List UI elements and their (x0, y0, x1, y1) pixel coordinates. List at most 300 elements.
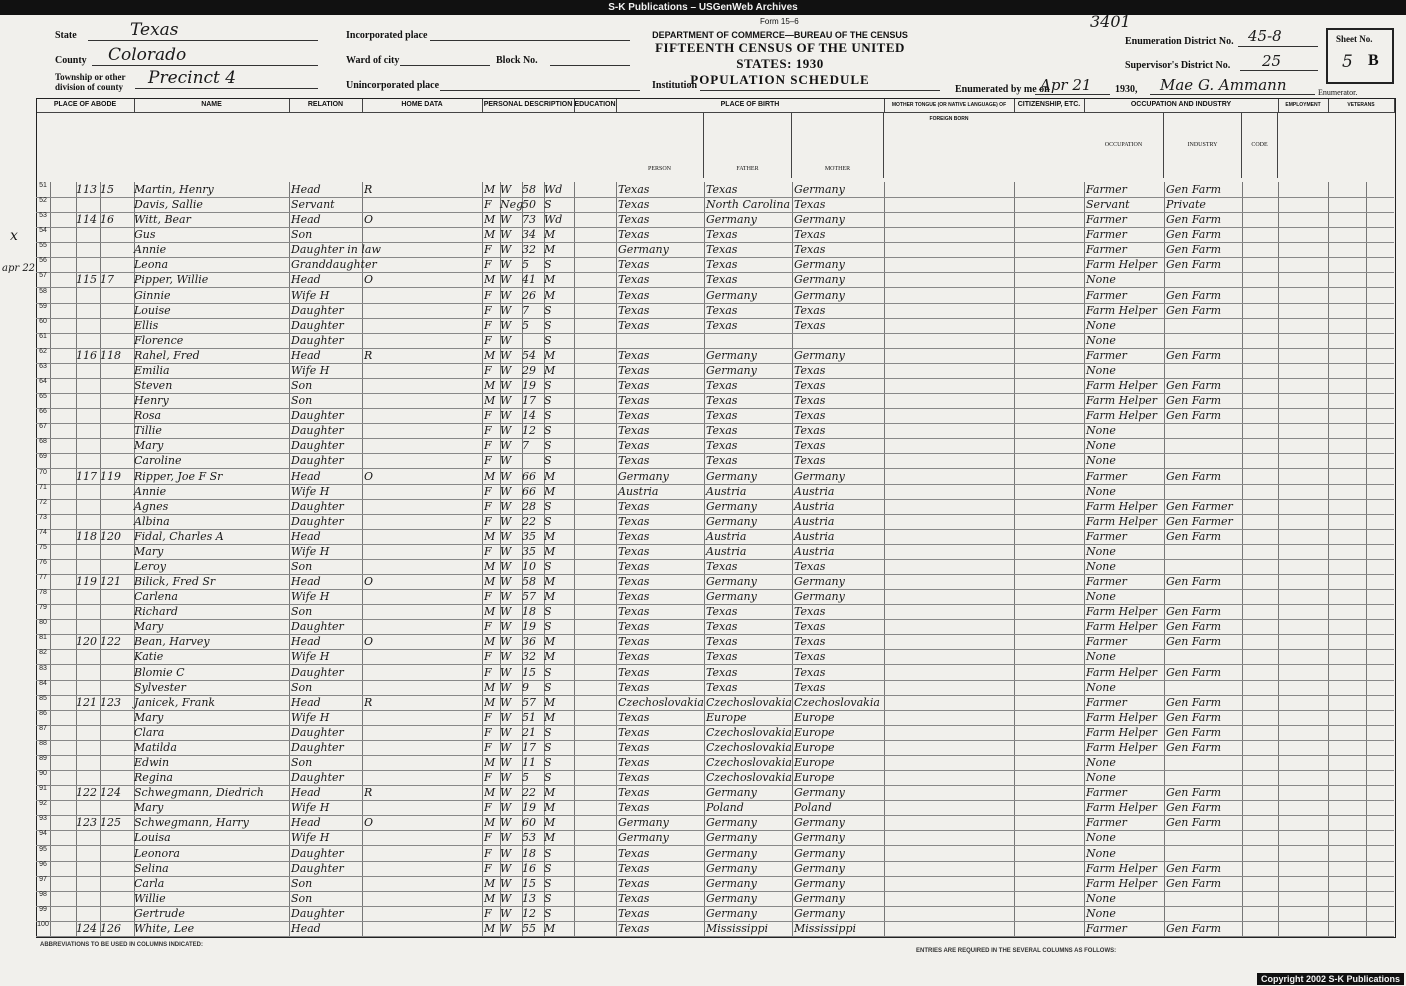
cell-fam: 126 (100, 921, 121, 935)
cell-name: White, Lee (134, 921, 195, 935)
cell-pob: Texas (618, 560, 650, 573)
cell-sex: F (484, 514, 492, 528)
table-row (36, 257, 1394, 273)
cell-ln: 85 (39, 694, 47, 702)
cell-fam: 121 (100, 575, 121, 589)
cell-race: W (500, 424, 512, 438)
cell-rel: Head (291, 695, 321, 709)
cell-dw: 117 (76, 469, 97, 483)
table-row (36, 770, 1394, 786)
cell-mar: M (544, 243, 556, 257)
table-row (36, 333, 1394, 349)
cell-sex: F (484, 620, 492, 634)
cell-occ: Farmer (1086, 786, 1127, 800)
cell-ind: Gen Farm (1166, 228, 1222, 242)
cell-name: Henry (134, 394, 169, 408)
group-place-of-abode: PLACE OF ABODE (36, 98, 135, 113)
cell-mar: S (544, 439, 552, 453)
cell-ind (1166, 453, 1242, 468)
cell-name: Steven (134, 379, 173, 393)
cell-fpob: Texas (706, 680, 738, 694)
table-row (36, 529, 1394, 545)
cell-rel: Servant (291, 198, 335, 212)
cell-rel: Head (291, 213, 321, 227)
cell-fam (100, 484, 132, 499)
cell-sex: M (484, 529, 496, 543)
cell-fpob: Texas (706, 605, 738, 619)
cell-age: 5 (522, 771, 529, 785)
cell-tenure (364, 514, 384, 529)
cell-mpob: Texas (794, 635, 826, 649)
cell-fpob: Germany (706, 213, 757, 227)
cell-race: W (500, 258, 512, 272)
cell-mar: M (544, 801, 556, 815)
cell-dw: 113 (76, 183, 97, 196)
table-row (36, 906, 1394, 922)
cell-dw: 121 (76, 695, 97, 709)
enumerated-label: Enumerated by me on (955, 84, 1050, 95)
cell-age: 29 (522, 363, 536, 377)
cell-race: W (500, 575, 512, 589)
title-schedule: POPULATION SCHEDULE (690, 72, 870, 87)
cell-occ: Farm Helper (1086, 258, 1158, 272)
cell-name: Richard (134, 605, 178, 619)
cell-name: Regina (134, 771, 173, 785)
cell-ind (1166, 423, 1242, 438)
cell-rel: Son (291, 605, 313, 619)
cell-sex: M (484, 786, 496, 800)
cell-tenure (364, 559, 384, 574)
table-row (36, 680, 1394, 696)
cell-race: W (500, 409, 512, 423)
cell-ln: 98 (39, 890, 47, 898)
cell-fam (100, 589, 132, 604)
cell-mar: S (544, 318, 552, 332)
county-value: Colorado (108, 45, 187, 65)
cell-fpob: Germany (706, 846, 757, 860)
col-code: CODE (1242, 112, 1278, 178)
cell-age: 15 (522, 665, 536, 679)
cell-mar: M (544, 469, 556, 483)
cell-mpob: Germany (794, 213, 845, 227)
cell-sex: F (484, 303, 492, 317)
cell-dw (76, 393, 98, 408)
cell-pob: Texas (618, 394, 650, 408)
cell-race: W (500, 379, 512, 393)
cell-pob: Texas (618, 363, 650, 377)
cell-dw (76, 288, 98, 303)
cell-occ: None (1086, 484, 1116, 498)
cell-ln: 81 (39, 634, 47, 642)
township-value: Precinct 4 (148, 68, 237, 88)
township-label: Township or other division of county (55, 72, 126, 92)
cell-tenure (364, 529, 384, 544)
enumerated-date: Apr 21 (1040, 76, 1092, 94)
cell-mar: M (544, 575, 556, 589)
cell-pob: Texas (618, 891, 650, 905)
cell-name: Leona (134, 258, 169, 272)
cell-race: W (500, 243, 512, 257)
cell-age: 18 (522, 605, 536, 619)
cell-dw (76, 318, 98, 333)
cell-dw (76, 755, 98, 770)
cell-mpob: Germany (794, 906, 845, 920)
cell-rel: Daughter (291, 771, 344, 785)
cell-pob: Texas (618, 439, 650, 453)
cell-age: 54 (522, 348, 536, 362)
cell-fam: 124 (100, 786, 121, 800)
cell-rel: Head (291, 469, 321, 483)
cell-ln: 56 (39, 257, 47, 265)
cell-fpob: Germany (706, 499, 757, 513)
cell-race: W (500, 771, 512, 785)
cell-race: W (500, 318, 512, 332)
copyright-notice: Copyright 2002 S-K Publications (1257, 973, 1404, 985)
cell-fam (100, 227, 132, 242)
cell-tenure: O (364, 273, 374, 287)
cell-occ: Farm Helper (1086, 394, 1158, 408)
cell-dw (76, 770, 98, 785)
cell-dw (76, 649, 98, 664)
cell-occ: Farmer (1086, 288, 1127, 302)
cell-ln: 82 (39, 649, 47, 657)
cell-tenure (364, 393, 384, 408)
cell-rel: Daughter (291, 846, 344, 860)
cell-sex: F (484, 499, 492, 513)
cell-mar: Wd (544, 213, 563, 227)
cell-race: W (500, 620, 512, 634)
cell-ind: Gen Farm (1166, 861, 1222, 875)
cell-dw (76, 680, 98, 695)
cell-ind: Gen Farm (1166, 348, 1222, 362)
cell-tenure (364, 906, 384, 921)
cell-age: 73 (522, 213, 536, 227)
table-row (36, 393, 1394, 409)
cell-ind: Gen Farm (1166, 258, 1222, 272)
cell-fpob: Germany (706, 575, 757, 589)
cell-pob: Texas (618, 710, 650, 724)
cell-mar: S (544, 620, 552, 634)
cell-fpob: Texas (706, 318, 738, 332)
cell-fam (100, 288, 132, 303)
cell-ind: Gen Farm (1166, 921, 1222, 935)
cell-occ: None (1086, 318, 1116, 332)
cell-pob: Texas (618, 424, 650, 438)
table-row (36, 649, 1394, 665)
cell-tenure: O (364, 213, 374, 227)
cell-fpob: Texas (706, 273, 738, 287)
cell-pob: Texas (618, 499, 650, 513)
cell-ln: 53 (39, 212, 47, 220)
form-number: Form 15–6 (760, 17, 799, 26)
cell-ln: 60 (39, 317, 47, 325)
cell-race: W (500, 786, 512, 800)
cell-ind (1166, 830, 1242, 845)
cell-rel: Daughter (291, 318, 344, 332)
cell-tenure (364, 725, 384, 740)
cell-fam (100, 906, 132, 921)
cell-race: W (500, 499, 512, 513)
cell-sex: M (484, 394, 496, 408)
cell-tenure (364, 619, 384, 634)
cell-sex: F (484, 831, 492, 845)
cell-name: Leroy (134, 560, 166, 573)
cell-mpob: Germany (794, 786, 845, 800)
cell-mpob: Mississippi (794, 921, 856, 935)
cell-fam (100, 318, 132, 333)
cell-mar: S (544, 906, 552, 920)
cell-ind (1166, 484, 1242, 499)
cell-tenure (364, 665, 384, 680)
cell-ind: Gen Farm (1166, 183, 1222, 196)
cell-sex: F (484, 409, 492, 423)
cell-age: 5 (522, 318, 529, 332)
cell-mpob: Texas (794, 605, 826, 619)
cell-tenure (364, 257, 384, 272)
cell-mar: S (544, 771, 552, 785)
table-row (36, 800, 1394, 816)
table-row (36, 846, 1394, 862)
cell-rel: Head (291, 529, 321, 543)
state-value: Texas (130, 20, 179, 40)
cell-race: W (500, 740, 512, 754)
group-relation: RELATION (289, 98, 363, 113)
cell-ln: 58 (39, 287, 47, 295)
cell-sex: M (484, 273, 496, 287)
cell-occ: Farm Helper (1086, 876, 1158, 890)
cell-mar: S (544, 891, 552, 905)
cell-mar: S (544, 409, 552, 423)
cell-mpob: Germany (794, 590, 845, 604)
cell-fam (100, 242, 132, 257)
cell-dw (76, 604, 98, 619)
cell-sex: M (484, 469, 496, 483)
cell-occ: Farm Helper (1086, 620, 1158, 634)
cell-age: 19 (522, 801, 536, 815)
cell-mar: S (544, 379, 552, 393)
cell-tenure (364, 378, 384, 393)
cell-fpob: Texas (706, 665, 738, 679)
cell-ln: 61 (39, 332, 47, 340)
cell-age: 17 (522, 740, 536, 754)
table-row (36, 634, 1394, 650)
cell-occ: None (1086, 846, 1116, 860)
cell-fpob: Czechoslovakia (706, 771, 792, 785)
cell-pob: Texas (618, 454, 650, 468)
cell-mar: M (544, 831, 556, 845)
enumerated-year: 1930, (1115, 84, 1138, 95)
cell-tenure: O (364, 635, 374, 649)
cell-age: 19 (522, 379, 536, 393)
cell-fam (100, 333, 132, 348)
cell-fam (100, 393, 132, 408)
cell-fpob: Texas (706, 560, 738, 573)
cell-mpob: Texas (794, 409, 826, 423)
cell-pob: Texas (618, 680, 650, 694)
cell-ind (1166, 544, 1242, 559)
table-row (36, 453, 1394, 469)
cell-fpob: Texas (706, 439, 738, 453)
cell-occ: None (1086, 333, 1116, 347)
cell-mpob: Texas (794, 198, 826, 212)
cell-sex: F (484, 846, 492, 860)
cell-mar: M (544, 635, 556, 649)
cell-dw: 123 (76, 816, 97, 830)
cell-ln: 88 (39, 739, 47, 747)
cell-rel: Daughter (291, 665, 344, 679)
cell-mpob: Germany (794, 891, 845, 905)
cell-name: Rosa (134, 409, 162, 423)
cell-ind: Gen Farm (1166, 529, 1222, 543)
cell-mpob: Texas (794, 394, 826, 408)
institution-label: Institution (652, 80, 698, 91)
cell-age: 66 (522, 484, 536, 498)
cell-tenure (364, 755, 384, 770)
cell-mar: M (544, 484, 556, 498)
cell-dw (76, 303, 98, 318)
cell-fam (100, 680, 132, 695)
cell-mar: S (544, 514, 552, 528)
cell-race: W (500, 680, 512, 694)
cell-race: W (500, 514, 512, 528)
cell-name: Caroline (134, 454, 182, 468)
cell-fpob: Germany (706, 363, 757, 377)
cell-fam: 17 (100, 273, 114, 287)
cell-race: W (500, 801, 512, 815)
cell-mpob: Texas (794, 560, 826, 573)
cell-age: 7 (522, 439, 529, 453)
cell-dw (76, 484, 98, 499)
cell-pob: Germany (618, 831, 669, 845)
cell-ind: Gen Farm (1166, 605, 1222, 619)
cell-dw (76, 665, 98, 680)
cell-age: 35 (522, 544, 536, 558)
unincorporated-label: Unincorporated place (346, 80, 440, 91)
cell-ln: 79 (39, 604, 47, 612)
group-education: EDUCATION (574, 98, 617, 113)
cell-race: W (500, 439, 512, 453)
cell-ln: 90 (39, 770, 47, 778)
cell-mar: M (544, 650, 556, 664)
cell-fam (100, 830, 132, 845)
cell-age: 51 (522, 710, 536, 724)
cell-fpob: Texas (706, 228, 738, 242)
cell-sex: M (484, 891, 496, 905)
cell-fam (100, 861, 132, 876)
cell-fam (100, 876, 132, 891)
cell-race: W (500, 695, 512, 709)
cell-ind: Gen Farm (1166, 243, 1222, 257)
cell-ind (1166, 438, 1242, 453)
cell-dw (76, 861, 98, 876)
cell-dw: 115 (76, 273, 97, 287)
cell-ind (1166, 770, 1242, 785)
cell-fpob: Texas (706, 635, 738, 649)
cell-occ: Farm Helper (1086, 710, 1158, 724)
cell-age: 32 (522, 243, 536, 257)
cell-age (522, 453, 542, 468)
cell-sex: F (484, 906, 492, 920)
cell-pob: Texas (618, 544, 650, 558)
cell-name: Gertrude (134, 906, 185, 920)
cell-name: Leonora (134, 846, 180, 860)
col-industry: INDUSTRY (1164, 112, 1242, 178)
cell-name: Albina (134, 514, 170, 528)
table-row (36, 710, 1394, 726)
cell-fam (100, 544, 132, 559)
cell-ind (1166, 559, 1242, 574)
cell-sex: M (484, 183, 496, 196)
cell-fpob: Czechoslovakia (706, 756, 792, 770)
cell-age: 7 (522, 303, 529, 317)
cell-ind: Gen Farm (1166, 635, 1222, 649)
cell-dw: 118 (76, 529, 97, 543)
cell-dw (76, 499, 98, 514)
cell-pob: Texas (618, 348, 650, 362)
cell-sex: F (484, 363, 492, 377)
table-row (36, 815, 1394, 831)
cell-name: Annie (134, 243, 167, 257)
group-name: NAME (134, 98, 290, 113)
cell-occ: None (1086, 831, 1116, 845)
cell-sex: F (484, 288, 492, 302)
table-row (36, 423, 1394, 439)
cell-tenure (364, 333, 384, 348)
cell-sex: F (484, 771, 492, 785)
cell-fpob: Texas (706, 258, 738, 272)
cell-fpob: Texas (706, 454, 738, 468)
cell-rel: Daughter (291, 514, 344, 528)
cell-mar: S (544, 605, 552, 619)
cell-rel: Wife H (291, 363, 330, 377)
cell-ln: 68 (39, 438, 47, 446)
cell-ind: Gen Farm (1166, 469, 1222, 483)
cell-occ: Farm Helper (1086, 801, 1158, 815)
cell-race: W (500, 861, 512, 875)
table-row (36, 921, 1394, 937)
col-mother: MOTHER (792, 112, 884, 178)
cell-fam (100, 800, 132, 815)
cell-rel: Daughter in law (291, 243, 381, 257)
cell-pob: Texas (618, 590, 650, 604)
cell-dw (76, 725, 98, 740)
cell-occ: None (1086, 680, 1116, 694)
cell-age: 9 (522, 680, 529, 694)
cell-tenure (364, 544, 384, 559)
cell-fam (100, 846, 132, 861)
cell-occ: None (1086, 756, 1116, 770)
cell-tenure (364, 891, 384, 906)
cell-mar: S (544, 740, 552, 754)
cell-ind (1166, 333, 1242, 348)
cell-fpob: Czechoslovakia (706, 740, 792, 754)
cell-fpob: Germany (706, 861, 757, 875)
cell-age: 21 (522, 725, 536, 739)
table-row (36, 514, 1394, 530)
cell-sex: F (484, 198, 492, 212)
cell-ln: 76 (39, 559, 47, 566)
cell-name: Ripper, Joe F Sr (134, 469, 223, 483)
cell-ind: Gen Farmer (1166, 499, 1233, 513)
cell-tenure (364, 830, 384, 845)
cell-dw: 124 (76, 921, 97, 935)
cell-sex: F (484, 665, 492, 679)
cell-tenure (364, 303, 384, 318)
cell-fpob: Texas (706, 650, 738, 664)
cell-age: 22 (522, 514, 536, 528)
cell-occ: None (1086, 771, 1116, 785)
cell-dw (76, 408, 98, 423)
